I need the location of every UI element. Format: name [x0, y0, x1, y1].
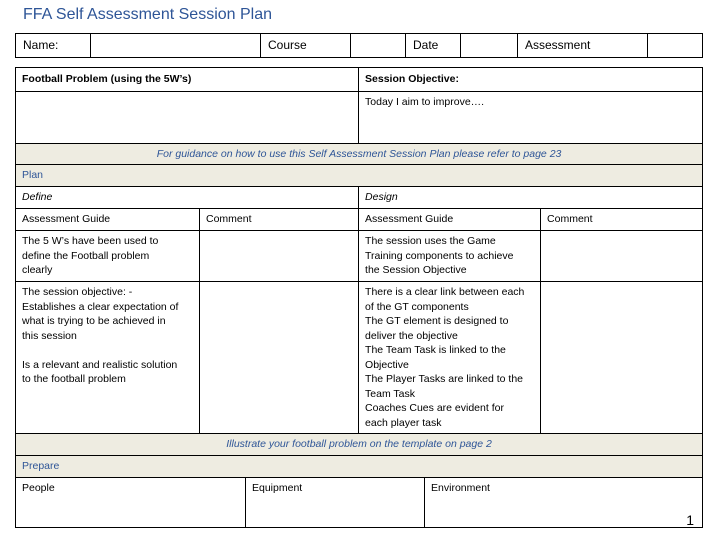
environment-field[interactable]: Environment	[425, 478, 703, 528]
guidance-note: For guidance on how to use this Self Assessment Session Plan please refer to page 23	[16, 144, 703, 165]
plan-section-label: Plan	[16, 165, 703, 187]
define-guide-1-line-3: clearly	[22, 264, 53, 276]
equipment-field[interactable]: Equipment	[246, 478, 425, 528]
design-guide-2-line-9: Coaches Cues are evident for	[365, 402, 504, 414]
define-guide-2-spacer	[22, 343, 193, 358]
design-guide-2-line-7: The Player Tasks are linked to the	[365, 373, 524, 385]
design-guide-2-line-1: There is a clear link between each	[365, 286, 525, 298]
session-objective-heading: Session Objective:	[359, 68, 703, 92]
session-plan-table	[15, 67, 703, 528]
illustrate-note: Illustrate your football problem on the template on page 2	[16, 434, 703, 456]
define-guide-1-line-1: The 5 W’s have been used to	[22, 235, 159, 247]
define-comment-2[interactable]	[200, 282, 359, 434]
design-comment-header: Comment	[541, 209, 703, 231]
date-field[interactable]	[461, 34, 518, 58]
prepare-section-label: Prepare	[16, 456, 703, 478]
design-guide-2-line-6: Objective	[365, 358, 409, 371]
define-guide-2-line-6: Is a relevant and realistic solution	[22, 358, 178, 371]
design-comment-1[interactable]	[541, 231, 703, 282]
define-guide-2-line-2: Establishes a clear expectation of	[22, 300, 179, 313]
assessment-field[interactable]	[648, 34, 703, 58]
page-number: 1	[686, 512, 694, 528]
design-guide-1-line-1: The session uses the Game	[365, 235, 496, 247]
define-guide-2-line-1: The session objective: -	[22, 286, 133, 298]
define-guide-2-line-3: what is trying to be achieved in	[22, 315, 166, 327]
define-guide-1	[16, 231, 200, 282]
define-guide-2-line-4: this session	[22, 329, 77, 342]
define-assessment-guide-header: Assessment Guide	[16, 209, 200, 231]
design-guide-2	[359, 282, 541, 434]
name-field[interactable]	[91, 34, 261, 58]
design-guide-2-line-8: Team Task	[365, 387, 416, 400]
design-guide-1	[359, 231, 541, 282]
course-field[interactable]	[351, 34, 406, 58]
course-label: Course	[261, 34, 351, 58]
design-guide-2-line-5: The Team Task is linked to the	[365, 344, 506, 356]
people-field[interactable]: People	[16, 478, 246, 528]
design-guide-2-line-4: deliver the objective	[365, 329, 458, 342]
design-guide-1-line-3: the Session Objective	[365, 264, 467, 276]
design-assessment-guide-header: Assessment Guide	[359, 209, 541, 231]
page-title: FFA Self Assessment Session Plan	[23, 6, 273, 23]
design-label: Design	[359, 187, 703, 209]
define-comment-1[interactable]	[200, 231, 359, 282]
design-guide-2-line-10: each player task	[365, 416, 442, 429]
design-guide-2-line-2: of the GT components	[365, 300, 469, 313]
define-guide-2-line-7: to the football problem	[22, 373, 126, 385]
design-guide-1-line-2: Training components to achieve	[365, 249, 514, 262]
football-problem-heading: Football Problem (using the 5W’s)	[16, 68, 359, 92]
name-label: Name:	[16, 34, 91, 58]
session-objective-field[interactable]: Today I aim to improve….	[359, 92, 703, 144]
design-guide-2-line-3: The GT element is designed to	[365, 315, 509, 327]
define-comment-header: Comment	[200, 209, 359, 231]
date-label: Date	[406, 34, 461, 58]
define-label: Define	[16, 187, 359, 209]
design-comment-2[interactable]	[541, 282, 703, 434]
assessment-label: Assessment	[518, 34, 648, 58]
football-problem-field[interactable]	[16, 92, 359, 144]
define-guide-2	[16, 282, 200, 434]
header-table	[15, 33, 703, 58]
define-guide-1-line-2: define the Football problem	[22, 249, 150, 262]
